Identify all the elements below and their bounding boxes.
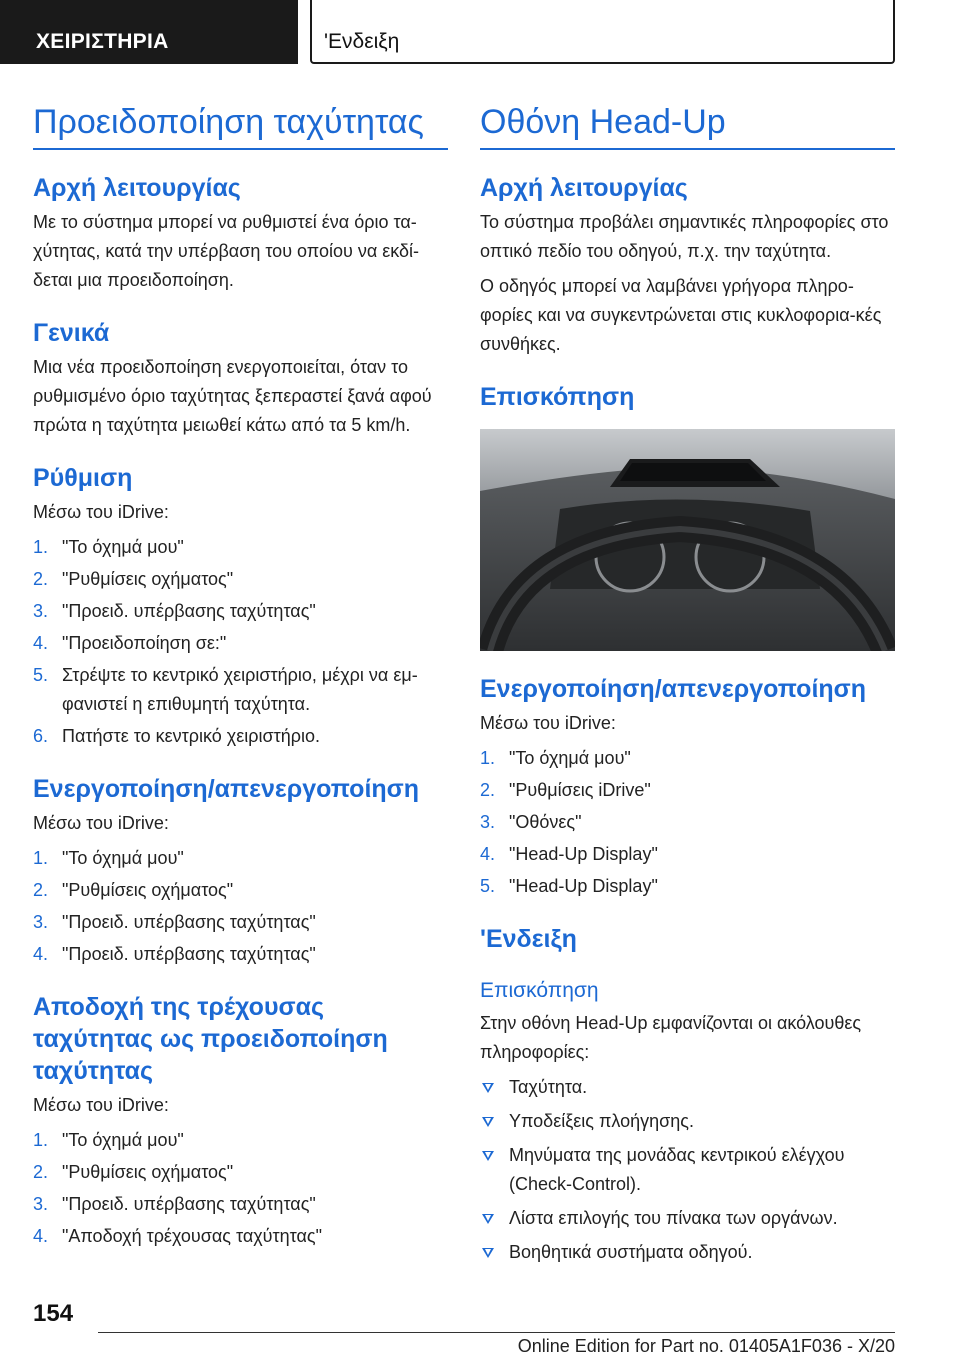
list-item: 2. "Ρυθμίσεις οχήματος" <box>33 880 234 900</box>
display-intro: Στην οθόνη Head-Up εμφανίζονται οι ακόλουθες πληροφορίες: <box>480 1013 862 1062</box>
heading-general: Γενικά <box>33 319 110 347</box>
hud-activation-steps <box>480 744 895 901</box>
chapter-tab[interactable]: ΧΕΙΡΙΣΤΗΡΙΑ <box>0 0 298 64</box>
heading-setting: Ρύθμιση <box>33 464 133 492</box>
list-item: 4. "Προειδοποίηση σε:" <box>33 633 227 653</box>
heading-principle-hud: Αρχή λειτουργίας <box>480 174 688 202</box>
list-item: 5. Στρέψτε το κεντρικό χειριστήριο, μέχρι να εμ‐φανιστεί η επιθυμητή ταχύτητα. <box>33 665 418 714</box>
triangle-bullet-icon <box>482 1151 494 1161</box>
list-item: Ταχύτητα. <box>480 1073 895 1102</box>
list-item: 1. "Το όχημά μου" <box>33 1130 184 1150</box>
principle-text: Με το σύστημα μπορεί να ρυθμιστεί ένα όριο τα‐χύτητας, κατά την υπέρβαση του οποίου να εκδί‐δεται μια προειδοποίηση. <box>33 212 420 290</box>
list-item: 3. "Οθόνες" <box>480 812 582 832</box>
setting-steps <box>33 533 448 751</box>
list-item: Βοηθητικά συστήματα οδηγού. <box>480 1238 895 1267</box>
accept-speed-intro: Μέσω του iDrive: <box>33 1095 169 1115</box>
triangle-bullet-icon <box>482 1248 494 1258</box>
list-item: 2. "Ρυθμίσεις οχήματος" <box>33 569 234 589</box>
page-title-head-up: Οθόνη Head-Up <box>480 100 895 150</box>
dashboard-illustration <box>480 429 895 651</box>
list-item: 2. "Ρυθμίσεις οχήματος" <box>33 1162 234 1182</box>
list-item: 1. "Το όχημά μου" <box>480 748 631 768</box>
hud-principle-text-2: Ο οδηγός μπορεί να λαμβάνει γρήγορα πληρο‐φορίες και να συγκεντρώνεται στις κυκλοφορια‐κές συνθήκες. <box>480 276 882 354</box>
list-item: 1. "Το όχημά μου" <box>33 537 184 557</box>
section-tab[interactable]: 'Ενδειξη <box>310 0 895 64</box>
list-item: 3. "Προειδ. υπέρβασης ταχύτητας" <box>33 1194 316 1214</box>
general-text: Μια νέα προειδοποίηση ενεργοποιείται, όταν το ρυθμισμένο όριο ταχύτητας ξεπεραστεί ξανά αφού πρώτα η ταχύτητα μειωθεί κάτω από τα 5 km/h. <box>33 357 432 435</box>
page-header <box>0 0 960 66</box>
list-item: Υποδείξεις πλοήγησης. <box>480 1107 895 1136</box>
setting-intro: Μέσω του iDrive: <box>33 502 169 522</box>
page-title-speed-warning: Προειδοποίηση ταχύτητας <box>33 100 448 150</box>
subheading-overview: Επισκόπηση <box>480 979 599 1002</box>
list-item: 3. "Προειδ. υπέρβασης ταχύτητας" <box>33 912 316 932</box>
dashboard-photo <box>480 429 895 651</box>
heading-display: 'Ενδειξη <box>480 925 577 953</box>
list-item: 4. "Αποδοχή τρέχουσας ταχύτητας" <box>33 1226 322 1246</box>
right-column <box>480 100 895 1272</box>
activation-steps <box>33 844 448 969</box>
triangle-bullet-icon <box>482 1214 494 1224</box>
list-item: 4. "Προειδ. υπέρβασης ταχύτητας" <box>33 944 316 964</box>
heading-overview: Επισκόπηση <box>480 383 635 411</box>
list-item: 4. "Head-Up Display" <box>480 844 658 864</box>
heading-activation-hud: Ενεργοποίηση/απενεργοποίηση <box>480 675 867 703</box>
list-item: 1. "Το όχημά μου" <box>33 848 184 868</box>
heading-principle: Αρχή λειτουργίας <box>33 174 241 202</box>
hud-activation-intro: Μέσω του iDrive: <box>480 713 616 733</box>
list-item: 3. "Προειδ. υπέρβασης ταχύτητας" <box>33 601 316 621</box>
accept-speed-steps <box>33 1126 448 1251</box>
list-item: 6. Πατήστε το κεντρικό χειριστήριο. <box>33 726 320 746</box>
heading-activation: Ενεργοποίηση/απενεργοποίηση <box>33 775 420 803</box>
list-item: Λίστα επιλογής του πίνακα των οργάνων. <box>480 1204 895 1233</box>
heading-accept-speed: Αποδοχή της τρέχουσας ταχύτητας ως προειδοποίηση ταχύτητας <box>33 993 388 1085</box>
display-bullets <box>480 1073 895 1267</box>
footer-divider <box>98 1332 895 1333</box>
left-column <box>33 100 448 1254</box>
list-item: 2. "Ρυθμίσεις iDrive" <box>480 780 651 800</box>
list-item: 5. "Head-Up Display" <box>480 876 658 896</box>
hud-principle-text-1: Το σύστημα προβάλει σημαντικές πληροφορίες στο οπτικό πεδίο του οδηγού, π.χ. την ταχύτητα. <box>480 212 889 261</box>
triangle-bullet-icon <box>482 1083 494 1093</box>
activation-intro: Μέσω του iDrive: <box>33 813 169 833</box>
edition-link[interactable]: Online Edition for Part no. 01405A1F036 - X/20 <box>517 1336 895 1356</box>
list-item: Μηνύματα της μονάδας κεντρικού ελέγχου (Check-Control). <box>480 1141 895 1199</box>
triangle-bullet-icon <box>482 1117 494 1127</box>
page-number: 154 <box>33 1300 74 1327</box>
